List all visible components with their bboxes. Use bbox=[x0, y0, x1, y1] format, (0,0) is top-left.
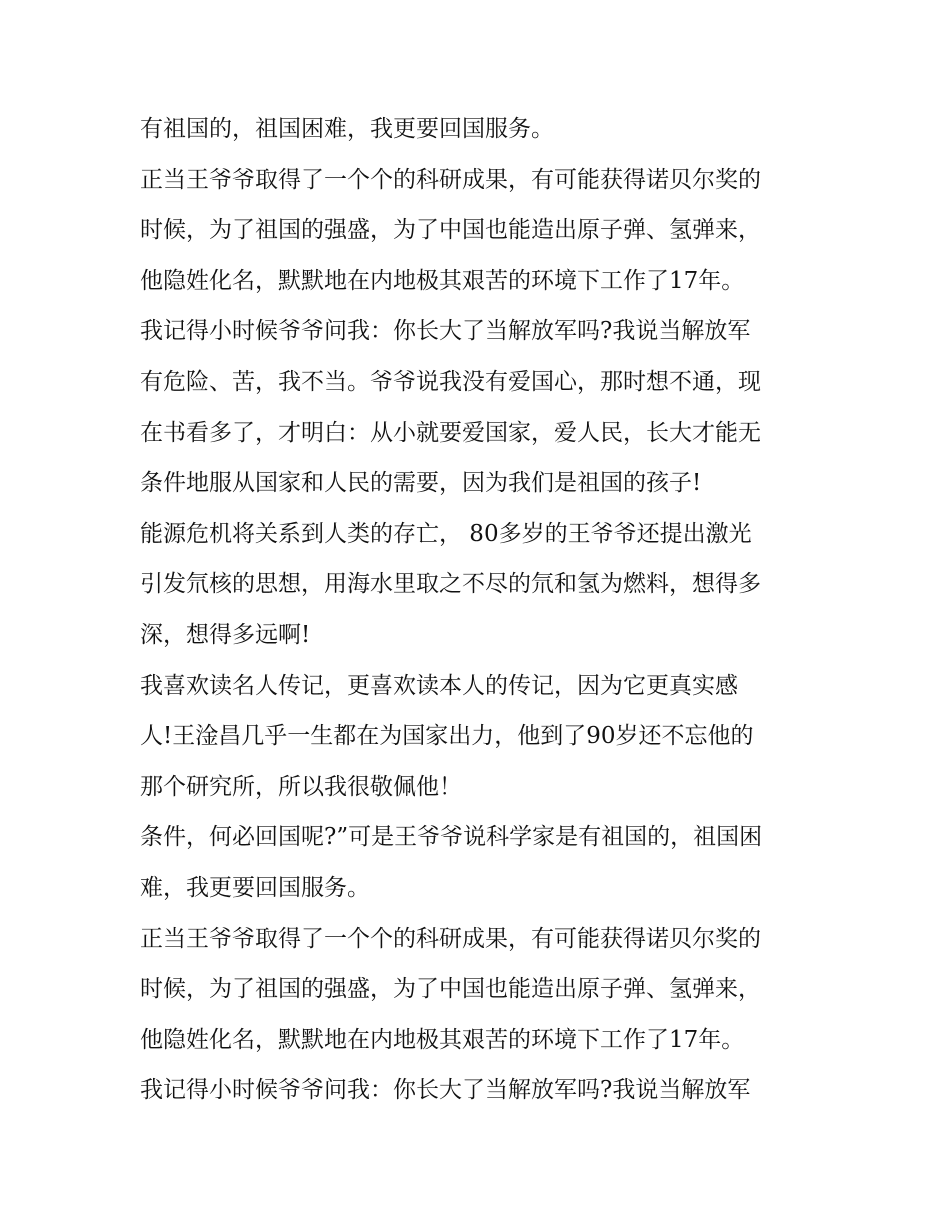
text-line: 我记得小时候爷爷问我：你长大了当解放军吗?我说当解放军 bbox=[140, 1077, 751, 1104]
text-line: 那个研究所，所以我很敬佩他！ bbox=[140, 773, 462, 800]
text-line: 有祖国的，祖国困难，我更要回国服务。 bbox=[140, 116, 554, 142]
text-line: 条件，何必回国呢?”可是王爷爷说科学家是有祖国的，祖国困 bbox=[140, 824, 763, 851]
text-line: 他隐姓化名，默默地在内地极其艰苦的环境下工作了17年。 bbox=[140, 1026, 745, 1053]
text-line: 正当王爷爷取得了一个个的科研成果，有可能获得诺贝尔奖的 bbox=[140, 166, 761, 193]
text-line: 能源危机将关系到人类的存亡， 80多岁的王爷爷还提出激光 bbox=[140, 520, 752, 547]
text-line: 难，我更要回国服务。 bbox=[140, 874, 370, 901]
text-line: 我记得小时候爷爷问我：你长大了当解放军吗?我说当解放军 bbox=[140, 318, 751, 345]
text-line: 引发氘核的思想，用海水里取之不尽的氘和氢为燃料，想得多 bbox=[140, 571, 761, 598]
text-line: 我喜欢读名人传记，更喜欢读本人的传记，因为它更真实感 bbox=[140, 672, 738, 699]
text-line: 有危险、苦，我不当。爷爷说我没有爱国心，那时想不通，现 bbox=[140, 368, 761, 395]
text-line: 正当王爷爷取得了一个个的科研成果，有可能获得诺贝尔奖的 bbox=[140, 925, 761, 952]
text-line: 条件地服从国家和人民的需要，因为我们是祖国的孩子! bbox=[140, 470, 702, 497]
text-line: 人!王淦昌几乎一生都在为国家出力，他到了90岁还不忘他的 bbox=[140, 723, 754, 750]
text-line: 时候，为了祖国的强盛，为了中国也能造出原子弹、氢弹来， bbox=[140, 976, 761, 1003]
text-line: 他隐姓化名，默默地在内地极其艰苦的环境下工作了17年。 bbox=[140, 267, 745, 294]
text-line: 在书看多了，才明白：从小就要爱国家，爱人民，长大才能无 bbox=[140, 419, 761, 446]
body-text bbox=[140, 104, 830, 1116]
text-line: 深，想得多远啊! bbox=[140, 621, 311, 648]
text-line: 时候，为了祖国的强盛，为了中国也能造出原子弹、氢弹来， bbox=[140, 217, 761, 244]
